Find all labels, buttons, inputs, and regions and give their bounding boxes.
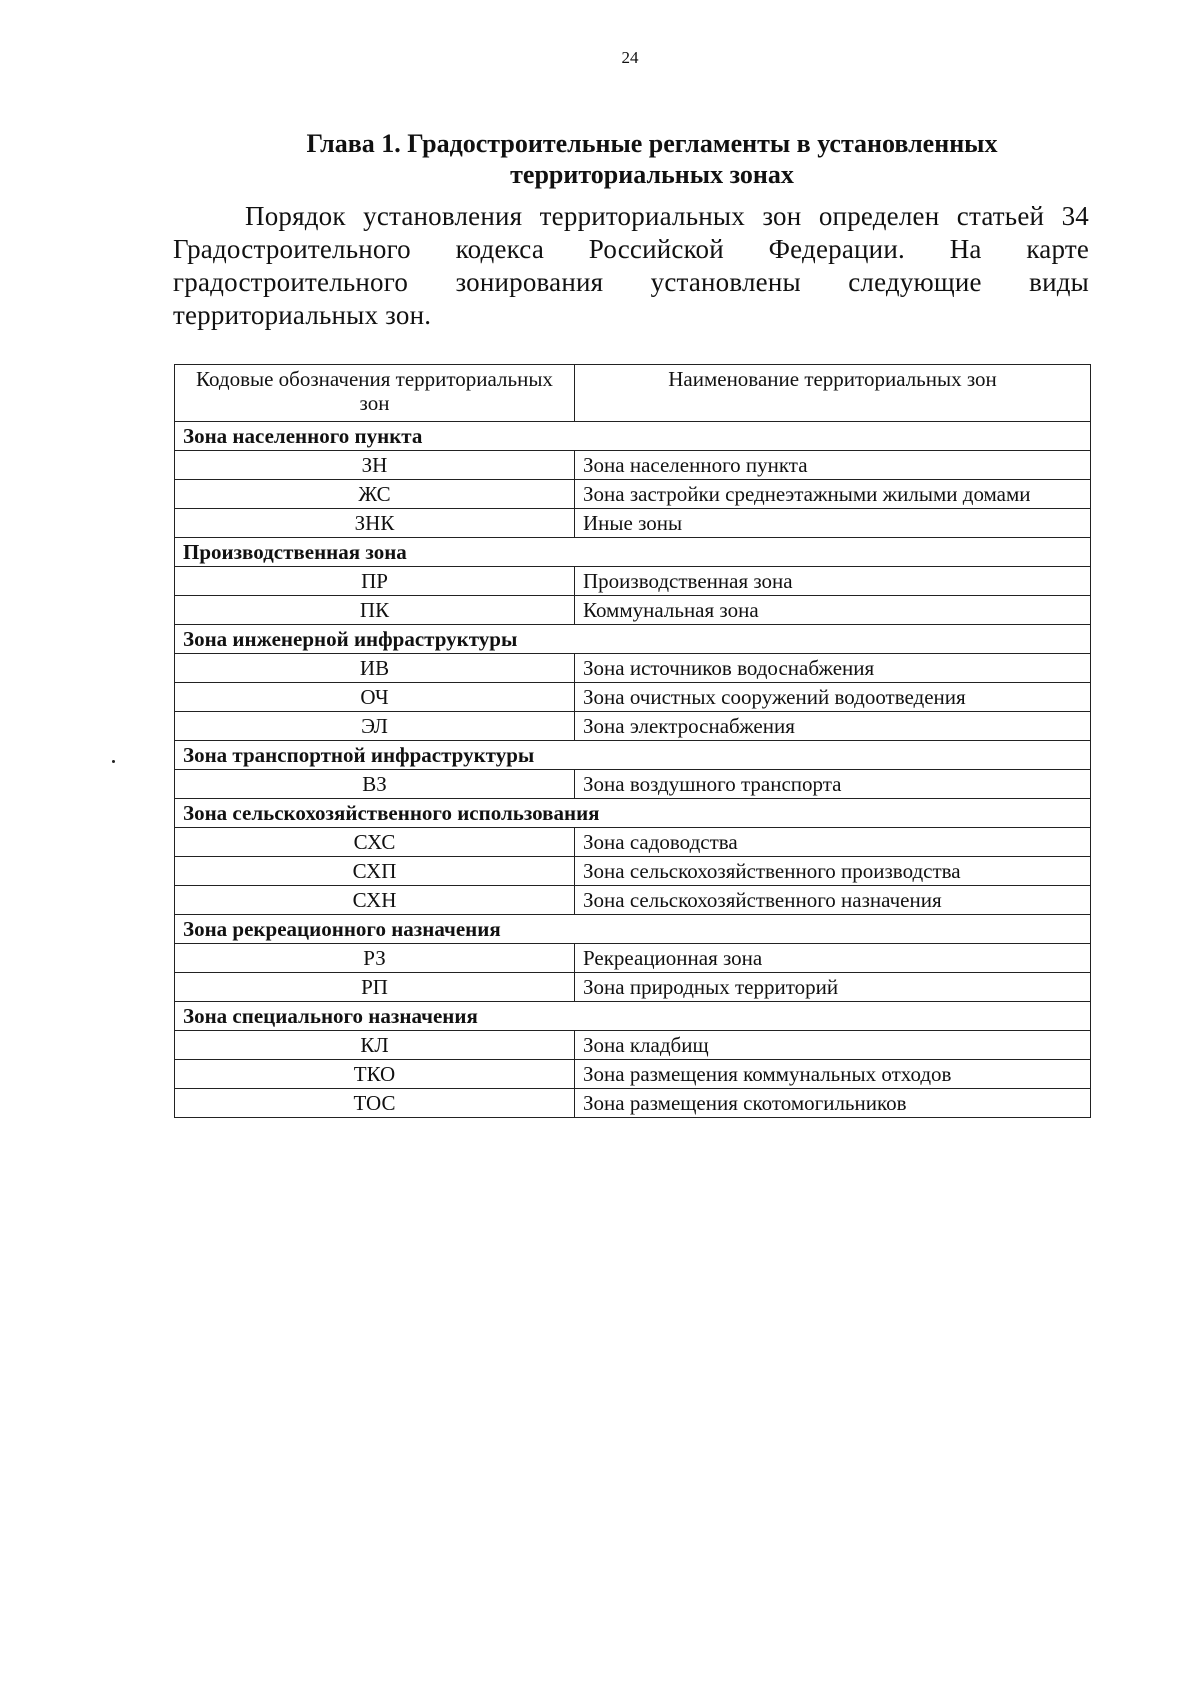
group-row <box>175 1002 1091 1031</box>
table-row <box>175 770 1091 799</box>
header-names: Наименование территориальных зон <box>575 365 1091 422</box>
zone-name: Иные зоны <box>575 509 1091 538</box>
group-row <box>175 799 1091 828</box>
table-row <box>175 596 1091 625</box>
table-row <box>175 683 1091 712</box>
zone-name: Производственная зона <box>575 567 1091 596</box>
table-row <box>175 1031 1091 1060</box>
table-row <box>175 567 1091 596</box>
zone-name: Зона размещения коммунальных отходов <box>575 1060 1091 1089</box>
header-codes: Кодовые обозначения территориальных зон <box>175 365 575 422</box>
zone-code: ПР <box>175 567 575 596</box>
zone-name: Зона размещения скотомогильников <box>575 1089 1091 1118</box>
table-row <box>175 973 1091 1002</box>
zone-code: РП <box>175 973 575 1002</box>
group-title: Зона населенного пункта <box>175 422 1091 451</box>
zone-name: Зона сельскохозяйственного назначения <box>575 886 1091 915</box>
zone-name: Коммунальная зона <box>575 596 1091 625</box>
table-row <box>175 1060 1091 1089</box>
table-row <box>175 886 1091 915</box>
zone-code: ЖС <box>175 480 575 509</box>
zone-name: Зона воздушного транспорта <box>575 770 1091 799</box>
group-title: Зона специального назначения <box>175 1002 1091 1031</box>
zone-name: Зона источников водоснабжения <box>575 654 1091 683</box>
group-row <box>175 625 1091 654</box>
zone-name: Зона сельскохозяйственного производства <box>575 857 1091 886</box>
group-row <box>175 422 1091 451</box>
scan-mark <box>112 760 115 763</box>
zone-name: Зона электроснабжения <box>575 712 1091 741</box>
page-number: 24 <box>621 48 639 67</box>
table-row <box>175 857 1091 886</box>
group-title: Зона сельскохозяйственного использования <box>175 799 1091 828</box>
intro-paragraph: Порядок установления территориальных зон определен статьей 34 Градостроительного кодекса Российской Федерации. На карте градостроительного зонирования установлены следующие виды территориальных зон. <box>173 201 1089 330</box>
table-header-row <box>175 365 1091 422</box>
group-row <box>175 741 1091 770</box>
zones-table <box>174 364 1091 1118</box>
zone-name: Зона кладбищ <box>575 1031 1091 1060</box>
group-title: Зона инженерной инфраструктуры <box>175 625 1091 654</box>
zone-code: СХС <box>175 828 575 857</box>
zone-code: ЗНК <box>175 509 575 538</box>
zone-code: ЗН <box>175 451 575 480</box>
zone-name: Зона застройки среднеэтажными жилыми домами <box>575 480 1091 509</box>
zone-name: Зона природных территорий <box>575 973 1091 1002</box>
group-row <box>175 538 1091 567</box>
table-row <box>175 712 1091 741</box>
table-row <box>175 1089 1091 1118</box>
zone-code: ТОС <box>175 1089 575 1118</box>
group-row <box>175 915 1091 944</box>
zone-code: ПК <box>175 596 575 625</box>
table-row <box>175 509 1091 538</box>
zone-name: Зона садоводства <box>575 828 1091 857</box>
table-row <box>175 944 1091 973</box>
zone-code: СХП <box>175 857 575 886</box>
table-row <box>175 480 1091 509</box>
zones-table-body <box>175 422 1091 1118</box>
zone-code: ЭЛ <box>175 712 575 741</box>
zone-code: РЗ <box>175 944 575 973</box>
table-row <box>175 654 1091 683</box>
table-row <box>175 828 1091 857</box>
group-title: Производственная зона <box>175 538 1091 567</box>
chapter-title-line1: Глава 1. Градостроительные регламенты в установленных <box>306 129 998 158</box>
zone-name: Зона очистных сооружений водоотведения <box>575 683 1091 712</box>
chapter-title-line2: территориальных зонах <box>510 160 794 189</box>
zone-code: ТКО <box>175 1060 575 1089</box>
chapter-title <box>248 128 1056 190</box>
zone-code: СХН <box>175 886 575 915</box>
zone-code: ИВ <box>175 654 575 683</box>
zone-code: ВЗ <box>175 770 575 799</box>
zone-name: Рекреационная зона <box>575 944 1091 973</box>
table-row <box>175 451 1091 480</box>
group-title: Зона рекреационного назначения <box>175 915 1091 944</box>
zone-code: КЛ <box>175 1031 575 1060</box>
zone-name: Зона населенного пункта <box>575 451 1091 480</box>
group-title: Зона транспортной инфраструктуры <box>175 741 1091 770</box>
zone-code: ОЧ <box>175 683 575 712</box>
